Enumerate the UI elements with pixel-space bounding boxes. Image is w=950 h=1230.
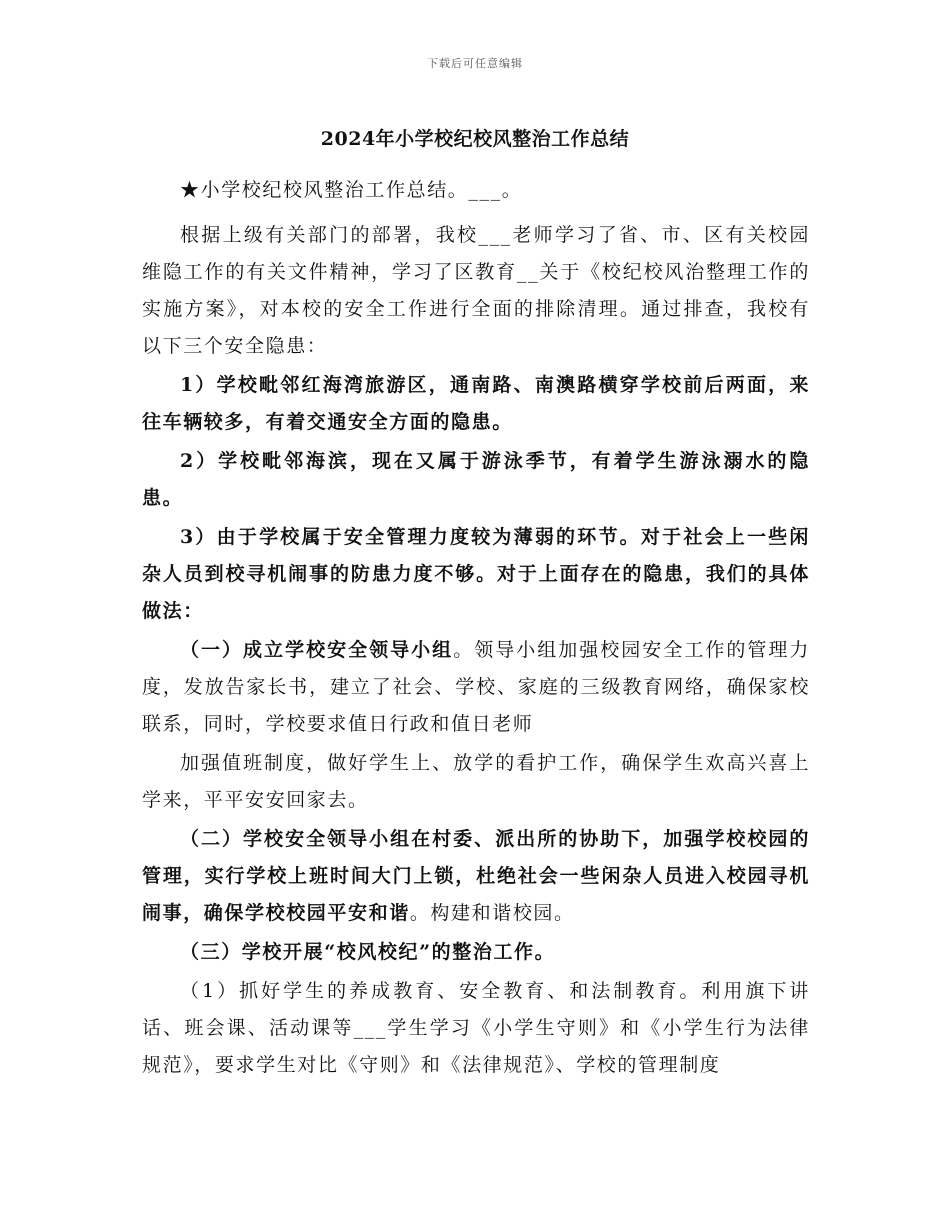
paragraph-measure-1	[142, 632, 810, 743]
paragraph-measure-2	[142, 821, 810, 932]
paragraph-hazard-3: 3）由于学校属于安全管理力度较为薄弱的环节。对于社会上一些闲杂人员到校寻机闹事的防患力度不够。对于上面存在的隐患，我们的具体做法：	[142, 526, 810, 622]
paragraph-measure-3: （三）学校开展“校风校纪”的整治工作。	[180, 941, 556, 963]
measure-1-heading: （一）成立学校安全领导小组	[180, 639, 454, 661]
measure-2-text: 。构建和谐校园。	[409, 902, 575, 924]
measure-2-heading: （二）学校安全领导小组在村委、派出所的协助下，加强学校校园的管理，实行学校上班时间大门上锁，杜绝社会一些闲杂人员进入校园寻机闹事，确保学校校园平安和谐	[142, 828, 810, 924]
paragraph-measure-3-item-1: （1）抓好学生的养成教育、安全教育、和法制教育。利用旗下讲话、班会课、活动课等___学生学习《小学生守则》和《小学生行为法律规范》，要求学生对比《守则》和《法律规范》、学校的管理制度	[142, 980, 810, 1076]
lead-paragraph: ★小学校纪校风整治工作总结。___。	[180, 179, 523, 201]
measure-1-text: 。领导小组加强校园安全工作的管理力度，发放告家长书，建立了社会、学校、家庭的三级教育网络，确保家校联系，同时，学校要求值日行政和值日老师	[142, 639, 811, 735]
document-body	[142, 172, 810, 1084]
header-note: 下载后可任意编辑	[427, 57, 523, 70]
document-title: 2024年小学校纪校风整治工作总结	[320, 128, 630, 150]
paragraph-hazard-2: 2）学校毗邻海滨，现在又属于游泳季节，有着学生游泳溺水的隐患。	[142, 450, 810, 509]
paragraph-hazard-1: 1）学校毗邻红海湾旅游区，通南路、南澳路横穿学校前后两面，来往车辆较多，有着交通安全方面的隐患。	[142, 374, 810, 433]
paragraph-intro: 根据上级有关部门的部署，我校___老师学习了省、市、区有关校园维隐工作的有关文件精神，学习了区教育__关于《校纪校风治整理工作的实施方案》，对本校的安全工作进行全面的排除清理。通过排查，我校有以下三个安全隐患：	[142, 224, 810, 357]
paragraph-measure-1-cont: 加强值班制度，做好学生上、放学的看护工作，确保学生欢高兴喜上学来，平平安安回家去。	[142, 752, 810, 811]
